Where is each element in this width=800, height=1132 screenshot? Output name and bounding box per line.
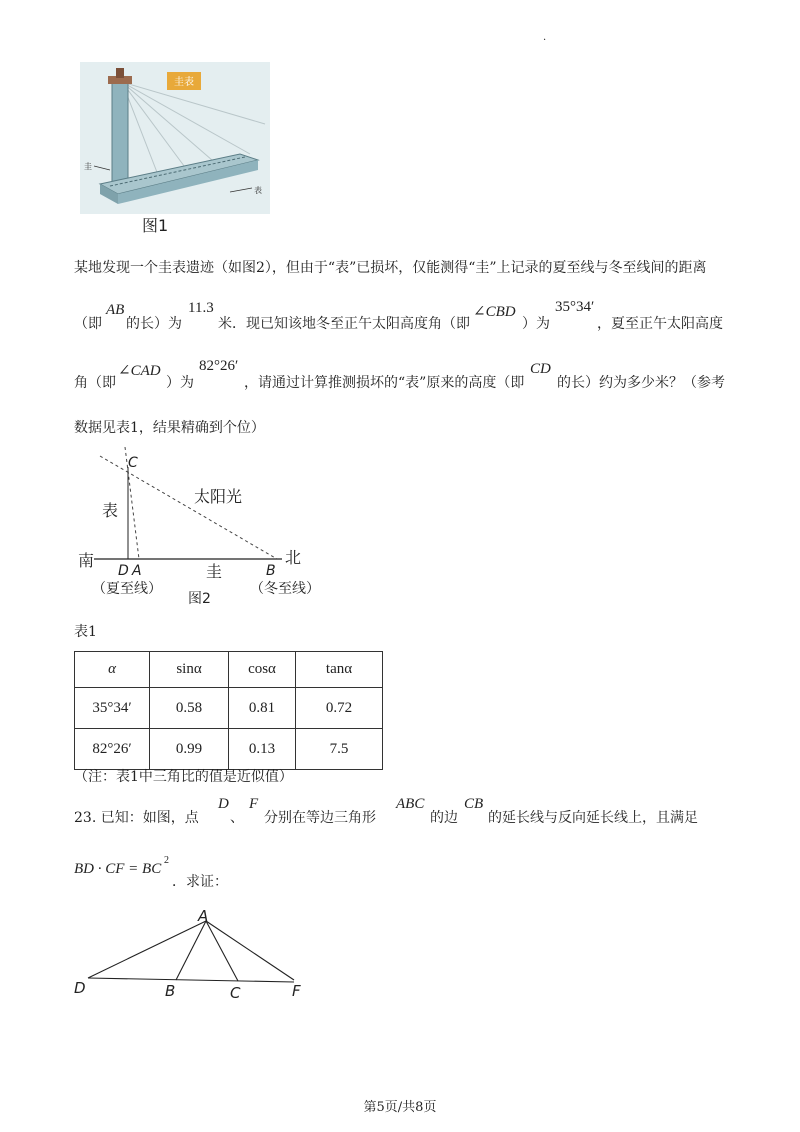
separator: 、 — [230, 810, 244, 826]
point-A: A — [132, 563, 142, 579]
table-header: cosα — [229, 652, 296, 688]
problem22-line4: 数据见表1，结果精确到个位） — [74, 420, 265, 436]
figure-3-diagram — [70, 905, 320, 1005]
table-cell: 35°34′ — [75, 688, 150, 729]
point-D: D — [118, 563, 129, 579]
segment-CD: CD — [530, 361, 551, 377]
degree-winter: 35°34′ — [555, 299, 595, 315]
degree-summer: 82°26′ — [199, 358, 239, 374]
trig-table — [74, 651, 383, 770]
segment-AB: AB — [106, 302, 125, 318]
label-north: 北 — [285, 548, 302, 567]
label-sunlight: 太阳光 — [194, 487, 243, 506]
table-row — [75, 688, 383, 729]
figure-1-illustration — [80, 62, 270, 214]
label-biao: 表 — [102, 501, 119, 520]
table-header: tanα — [296, 652, 383, 688]
badge-label: 圭表 — [174, 77, 194, 88]
problem22-line2-e: ，夏至正午太阳高度 — [597, 316, 723, 332]
formula-exponent: 2 — [164, 855, 169, 866]
figure-1-caption: 图1 — [142, 216, 169, 235]
table-cell: 0.72 — [296, 688, 383, 729]
point-A: A — [198, 907, 209, 925]
problem22-line2-b: 的长）为 — [126, 316, 182, 332]
point-D-text: D — [218, 796, 229, 812]
problem23-prove: ．求证： — [172, 874, 228, 890]
label-south: 南 — [78, 551, 95, 570]
figure-2-caption: 图2 — [188, 591, 211, 607]
table-cell: 0.13 — [229, 729, 296, 770]
point-F-text: F — [249, 796, 259, 812]
point-B: B — [165, 982, 176, 1000]
table-cell: 0.81 — [229, 688, 296, 729]
problem23-mid: 分别在等边三角形 — [264, 810, 376, 826]
table-cell: 82°26′ — [75, 729, 150, 770]
problem22-line2-a: （即 — [74, 316, 102, 332]
table-header: sinα — [150, 652, 229, 688]
point-B: B — [266, 563, 276, 579]
problem22-line3-d: 的长）约为多少米？（参考 — [557, 375, 725, 391]
problem23-tail: 的延长线与反向延长线上，且满足 — [488, 810, 698, 826]
figure-2-diagram — [70, 445, 330, 610]
problem23-edge: 的边 — [430, 810, 458, 826]
label-summer-line: （夏至线） — [92, 581, 162, 597]
angle-CBD: ∠CBD — [473, 304, 516, 320]
point-F: F — [292, 982, 301, 1000]
problem22-line2-c: 米．现已知该地冬至正午太阳高度角（即 — [218, 316, 470, 332]
point-C: C — [128, 455, 138, 471]
page-footer: 第5页/共8页 — [363, 1100, 437, 1115]
edge-CB: CB — [464, 796, 484, 812]
problem23-intro: 23. 已知：如图，点 — [74, 810, 199, 826]
problem22-line1: 某地发现一个圭表遗迹（如图2），但由于“表”已损坏，仅能测得“圭”上记录的夏至线与冬至线间的距离 — [74, 260, 707, 276]
label-biao: 表 — [254, 186, 262, 195]
table-cell: 0.58 — [150, 688, 229, 729]
angle-CAD: ∠CAD — [118, 363, 161, 379]
label-gui: 圭 — [84, 162, 92, 171]
table1-title: 表1 — [74, 624, 97, 640]
table-row — [75, 729, 383, 770]
table-header: α — [75, 652, 150, 688]
table-cell: 0.99 — [150, 729, 229, 770]
problem22-line3-b: ）为 — [166, 375, 194, 391]
table-cell: 7.5 — [296, 729, 383, 770]
top-mark: . — [543, 32, 547, 43]
label-winter-line: （冬至线） — [250, 581, 320, 597]
table1-note: （注：表1中三角比的值是近似值） — [74, 769, 293, 785]
problem22-line3-a: 角（即 — [74, 375, 116, 391]
problem22-line3-c: ，请通过计算推测损坏的“表”原来的高度（即 — [244, 375, 525, 391]
triangle-ABC: ABC — [396, 796, 425, 812]
point-C: C — [230, 984, 241, 1002]
problem22-line2-d: ）为 — [522, 316, 550, 332]
point-D: D — [74, 979, 86, 997]
label-gui: 圭 — [206, 562, 223, 581]
formula-main: BD · CF = BC — [74, 861, 162, 877]
value-ab-length: 11.3 — [188, 300, 214, 316]
